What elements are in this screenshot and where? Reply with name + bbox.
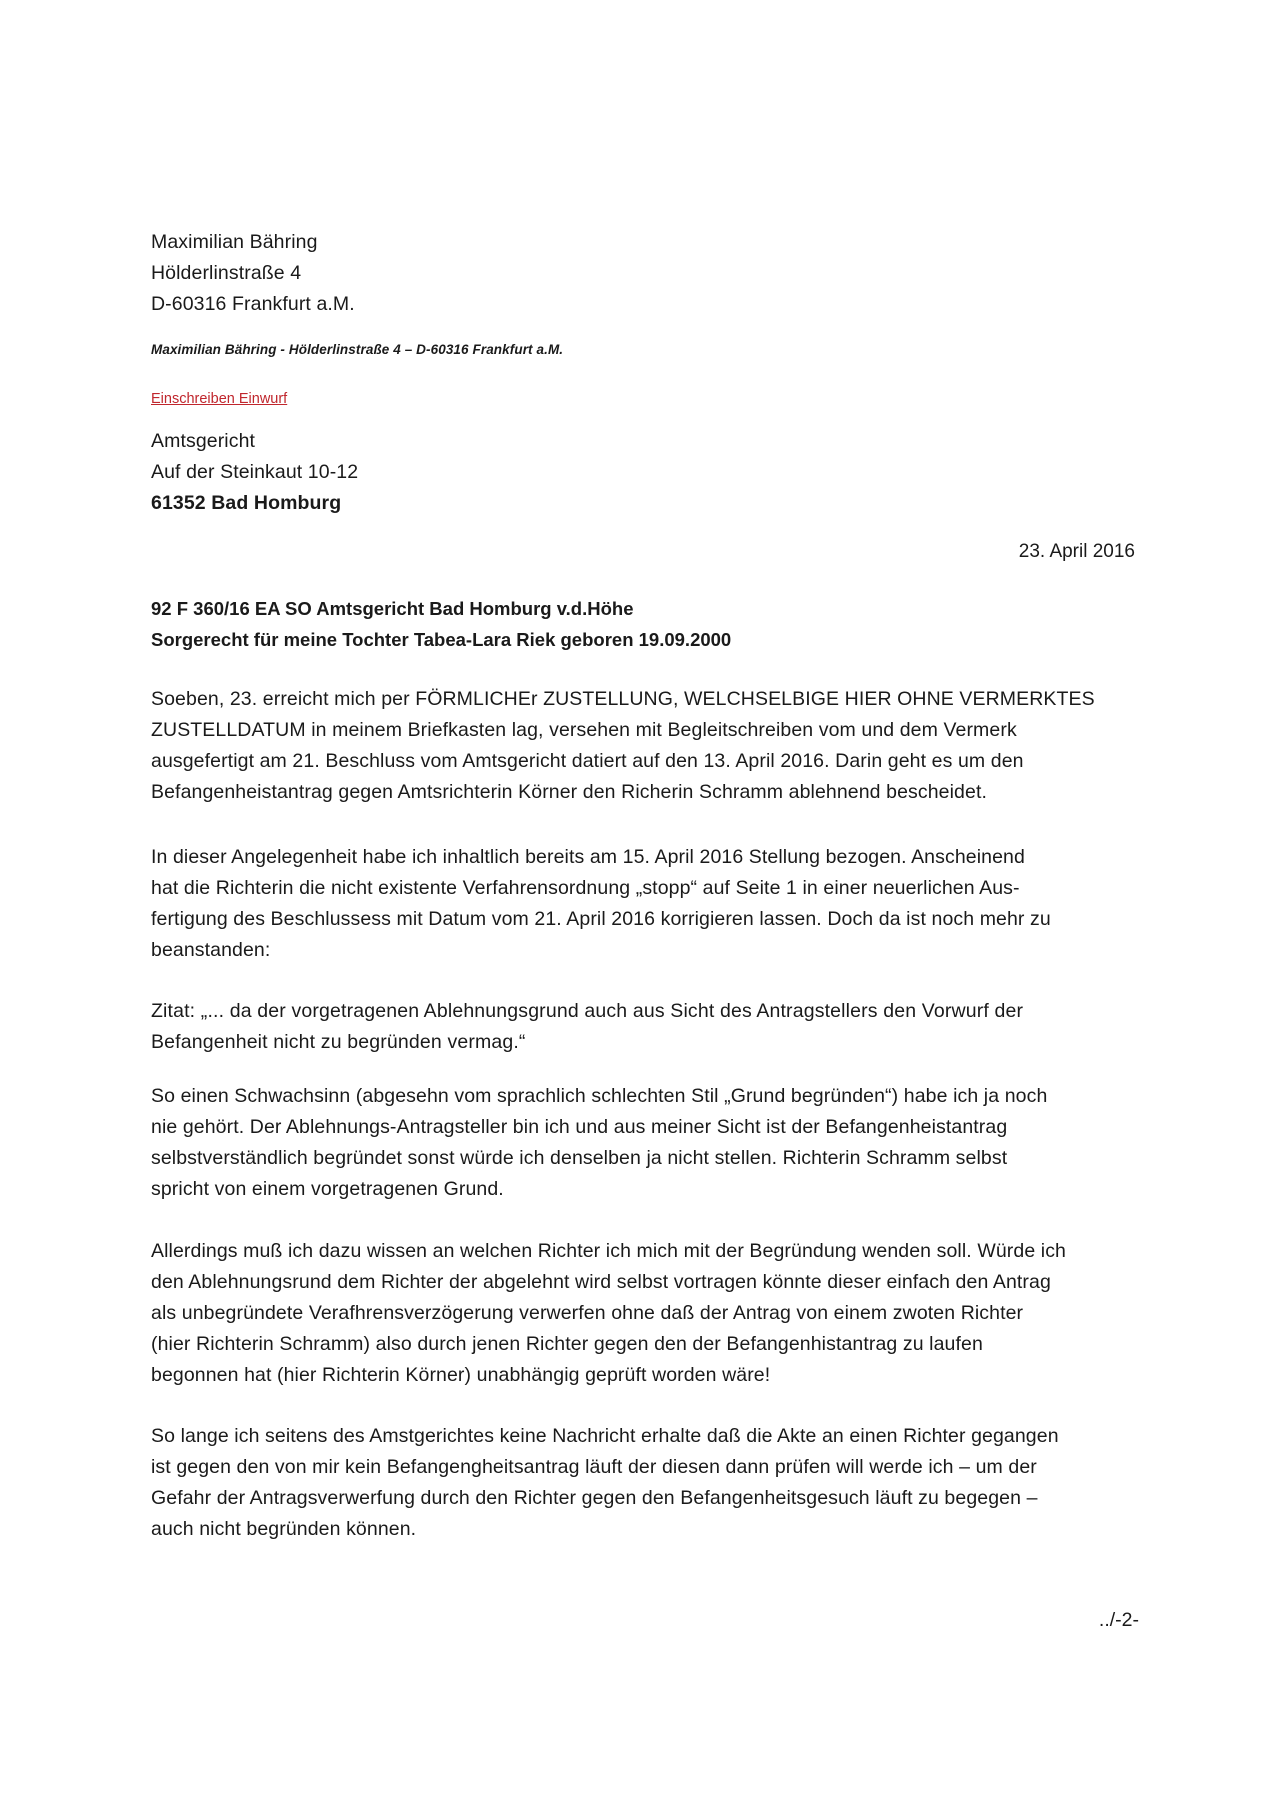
body-paragraph — [151, 1236, 1066, 1391]
paragraph-line: nie gehört. Der Ablehnungs-Antragsteller bin ich und aus meiner Sicht ist der Befangenheistantrag — [151, 1116, 1008, 1138]
paragraph-line: Befangenheit nicht zu begründen vermag.“ — [151, 1031, 526, 1053]
subject-case-reference: 92 F 360/16 EA SO Amtsgericht Bad Homburg v.d.Höhe — [151, 598, 634, 619]
return-address-line: Maximilian Bähring - Hölderlinstraße 4 – D-60316 Frankfurt a.M. — [151, 342, 564, 357]
sender-street: Hölderlinstraße 4 — [151, 262, 302, 284]
paragraph-line: ZUSTELLDATUM in meinem Briefkasten lag, versehen mit Begleitschreiben vom und dem Vermerk — [151, 719, 1017, 741]
recipient-address-block — [151, 426, 358, 519]
paragraph-line: ist gegen den von mir kein Befangengheitsantrag läuft der diesen dann prüfen will werde ich – um der — [151, 1456, 1037, 1478]
paragraph-line: fertigung des Beschlussess mit Datum vom 21. April 2016 korrigieren lassen. Doch da ist noch mehr zu — [151, 908, 1051, 930]
paragraph-line: So einen Schwachsinn (abgesehn vom sprachlich schlechten Stil „Grund begründen“) habe ich ja noch — [151, 1085, 1048, 1107]
letter-date: 23. April 2016 — [1018, 541, 1135, 562]
paragraph-line: Zitat: „... da der vorgetragenen Ablehnungsgrund auch aus Sicht des Antragstellers den Vorwurf der — [151, 1000, 1024, 1022]
body-paragraph — [151, 1081, 1047, 1205]
paragraph-line: (hier Richterin Schramm) also durch jenen Richter gegen den der Befangenhistantrag zu laufen — [151, 1333, 983, 1355]
page-continuation-marker: ../-2- — [1098, 1609, 1139, 1631]
paragraph-line: ausgefertigt am 21. Beschluss vom Amtsgericht datiert auf den 13. April 2016. Darin geht es um den — [151, 750, 1024, 772]
delivery-method-note: Einschreiben Einwurf — [151, 391, 288, 407]
subject-matter: Sorgerecht für meine Tochter Tabea-Lara Riek geboren 19.09.2000 — [151, 629, 732, 650]
subject-block — [151, 593, 731, 655]
paragraph-line: als unbegründete Verafhrensverzögerung verwerfen ohne daß der Antrag von einem zwoten Richter — [151, 1302, 1024, 1324]
paragraph-line: selbstverständlich begründet sonst würde ich denselben ja nicht stellen. Richterin Schramm selbst — [151, 1147, 1008, 1169]
paragraph-line: auch nicht begründen können. — [151, 1518, 417, 1540]
paragraph-line: den Ablehnungsrund dem Richter der abgelehnt wird selbst vortragen könnte dieser einfach den Antrag — [151, 1271, 1051, 1293]
paragraph-line: spricht von einem vorgetragenen Grund. — [151, 1178, 504, 1200]
recipient-city: 61352 Bad Homburg — [151, 492, 342, 514]
paragraph-line: So lange ich seitens des Amstgerichtes keine Nachricht erhalte daß die Akte an einen Richter gegangen — [151, 1425, 1059, 1447]
paragraph-line: Soeben, 23. erreicht mich per FÖRMLICHEr ZUSTELLUNG, WELCHSELBIGE HIER OHNE VERMERKTES — [151, 688, 1095, 710]
sender-name: Maximilian Bähring — [151, 231, 318, 253]
paragraph-line: beanstanden: — [151, 939, 271, 961]
body-paragraph — [151, 1421, 1059, 1545]
paragraph-line: Gefahr der Antragsverwerfung durch den Richter gegen den Befangenheitsgesuch läuft zu begegen – — [151, 1487, 1038, 1509]
sender-address-block — [151, 227, 355, 320]
paragraph-line: begonnen hat (hier Richterin Körner) unabhängig geprüft worden wäre! — [151, 1364, 771, 1386]
quote-paragraph — [151, 996, 1023, 1058]
body-paragraph — [151, 684, 1095, 808]
sender-city: D-60316 Frankfurt a.M. — [151, 293, 355, 315]
recipient-name: Amtsgericht — [151, 430, 256, 452]
paragraph-line: In dieser Angelegenheit habe ich inhaltlich bereits am 15. April 2016 Stellung bezogen. Anscheinend — [151, 846, 1025, 868]
paragraph-line: hat die Richterin die nicht existente Verfahrensordnung „stopp“ auf Seite 1 in einer neuerlichen Aus- — [151, 877, 1020, 899]
recipient-street: Auf der Steinkaut 10-12 — [151, 461, 359, 483]
paragraph-line: Befangenheistantrag gegen Amtsrichterin Körner den Richerin Schramm ablehnend bescheidet. — [151, 781, 987, 803]
body-paragraph — [151, 842, 1051, 966]
paragraph-line: Allerdings muß ich dazu wissen an welchen Richter ich mich mit der Begründung wenden soll. Würde ich — [151, 1240, 1067, 1262]
